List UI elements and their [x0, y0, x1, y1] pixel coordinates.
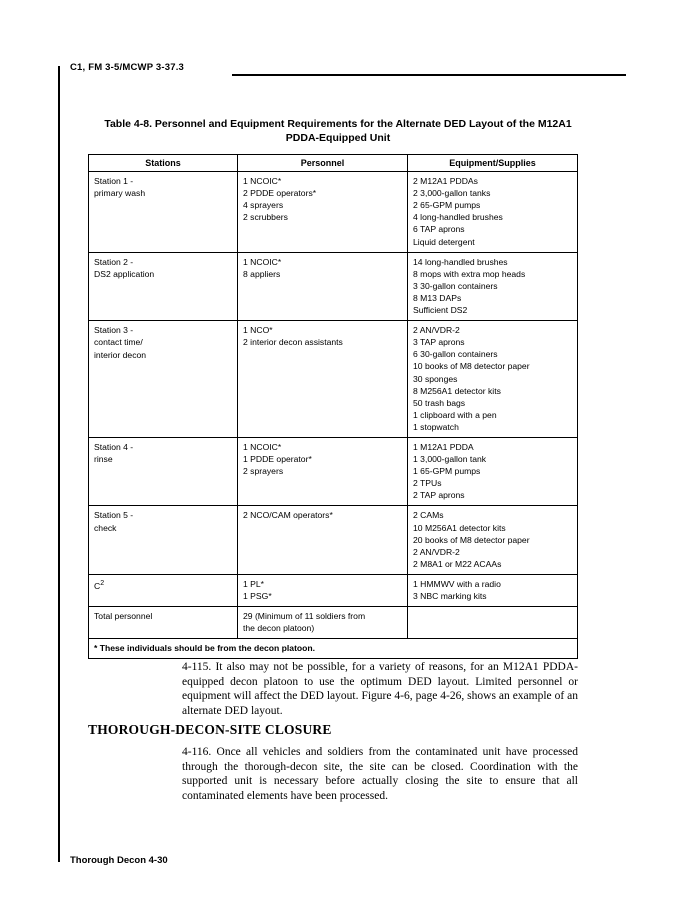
- table-row: [89, 607, 578, 639]
- table-row: [89, 574, 578, 606]
- cell-station: Total personnel: [89, 607, 238, 639]
- cell-equipment: 1 M12A1 PDDA 1 3,000-gallon tank 1 65-GPM pumps 2 TPUs 2 TAP aprons: [408, 437, 578, 505]
- cell-station: Station 2 - DS2 application: [89, 252, 238, 320]
- cell-personnel: 1 NCO* 2 interior decon assistants: [238, 321, 408, 438]
- cell-station: Station 3 - contact time/ interior decon: [89, 321, 238, 438]
- cell-station: [89, 574, 238, 606]
- table-caption-line1: Table 4-8. Personnel and Equipment Requirements for the Alternate DED Layout: [104, 118, 504, 130]
- cell-personnel: 2 NCO/CAM operators*: [238, 506, 408, 574]
- cell-personnel: 1 NCOIC* 8 appliers: [238, 252, 408, 320]
- cell-equipment: 2 CAMs 10 M256A1 detector kits 20 books of M8 detector paper 2 AN/VDR-2 2 M8A1 or M22 ACAAs: [408, 506, 578, 574]
- cell-equipment: 2 AN/VDR-2 3 TAP aprons 6 30-gallon containers 10 books of M8 detector paper 30 sponges 8 M256A1 detector kits 50 trash bags 1 clipboard with a pen 1 stopwatch: [408, 321, 578, 438]
- cell-station: Station 4 - rinse: [89, 437, 238, 505]
- page-footer: Thorough Decon 4-30: [70, 855, 168, 866]
- column-header-equipment: Equipment/Supplies: [408, 155, 578, 172]
- left-margin-rule: [58, 66, 60, 862]
- table-row: [89, 437, 578, 505]
- table-footnote-row: [89, 639, 578, 659]
- cell-personnel: 1 NCOIC* 2 PDDE operators* 4 sprayers 2 scrubbers: [238, 172, 408, 253]
- cell-personnel: 1 NCOIC* 1 PDDE operator* 2 sprayers: [238, 437, 408, 505]
- ded-requirements-table: [88, 154, 578, 659]
- cell-station: Station 1 - primary wash: [89, 172, 238, 253]
- table-row: [89, 172, 578, 253]
- table-caption: [88, 117, 588, 145]
- bottom-margin-rule: [58, 851, 60, 862]
- table-row: [89, 252, 578, 320]
- cell-equipment: [408, 607, 578, 639]
- cell-equipment: 1 HMMWV with a radio 3 NBC marking kits: [408, 574, 578, 606]
- cell-personnel: 1 PL* 1 PSG*: [238, 574, 408, 606]
- section-heading: THOROUGH-DECON-SITE CLOSURE: [88, 722, 332, 737]
- table-caption-line2: of the M12A1 PDDA-Equipped Unit: [285, 118, 572, 144]
- table-container: [88, 154, 577, 659]
- paragraph-4-116: 4-116. Once all vehicles and soldiers from the contaminated unit have processed through the thorough-decon site, the site can be closed. Coordination with the supported unit is necessary before actually closing the site to ensure that all contaminated elements have been processed.: [182, 746, 578, 802]
- column-header-personnel: Personnel: [238, 155, 408, 172]
- table-row: [89, 321, 578, 438]
- column-header-stations: Stations: [89, 155, 238, 172]
- running-head-rule: [232, 74, 626, 76]
- running-head: C1, FM 3-5/MCWP 3-37.3: [70, 62, 185, 73]
- cell-equipment: 2 M12A1 PDDAs 2 3,000-gallon tanks 2 65-GPM pumps 4 long-handled brushes 6 TAP aprons Liquid detergent: [408, 172, 578, 253]
- cell-personnel: 29 (Minimum of 11 soldiers from the decon platoon): [238, 607, 408, 639]
- table-header-row: [89, 155, 578, 172]
- table-footnote: * These individuals should be from the decon platoon.: [89, 639, 578, 659]
- table-row: [89, 506, 578, 574]
- paragraph-4-115: 4-115. It also may not be possible, for a variety of reasons, for an M12A1 PDDA- equipped decon platoon to use the optimum DED layout. Limited personnel or equipment will affect the DED layout. Figure 4-6, page 4-26, shows an example of an alternate DED layout.: [182, 661, 578, 717]
- cell-equipment: 14 long-handled brushes 8 mops with extra mop heads 3 30-gallon containers 8 M13 DAPs Sufficient DS2: [408, 252, 578, 320]
- c2-label: $C^2$: [94, 579, 105, 591]
- cell-station: Station 5 - check: [89, 506, 238, 574]
